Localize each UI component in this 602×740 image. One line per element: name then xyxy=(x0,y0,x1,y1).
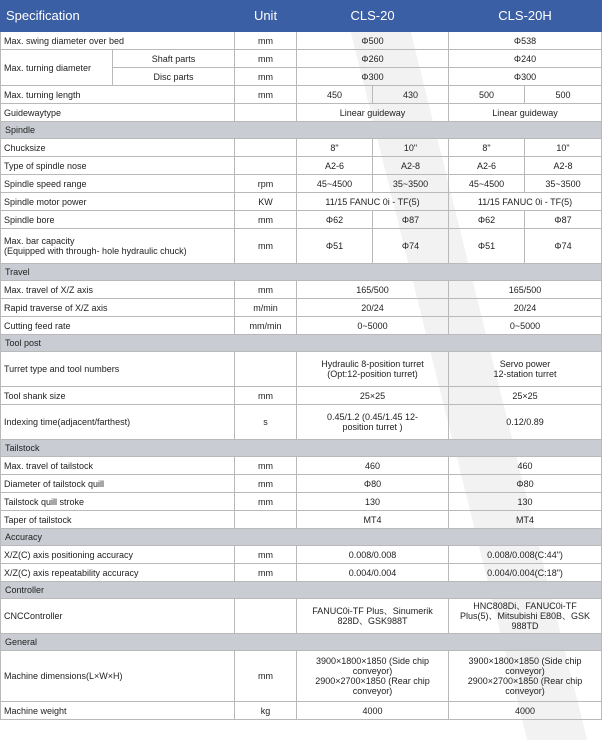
value-a: 460 xyxy=(297,457,449,475)
value-b2: A2-8 xyxy=(525,157,602,175)
value-line: 12-station turret xyxy=(493,369,557,379)
value-a xyxy=(297,352,449,387)
row-unit: s xyxy=(235,405,297,440)
value-b: Φ300 xyxy=(449,68,602,86)
row-label: CNCController xyxy=(1,599,235,634)
section-title: Tool post xyxy=(1,335,602,352)
row-unit: mm xyxy=(235,32,297,50)
section-header-spindle xyxy=(1,122,602,139)
value-line: (Opt:12-position turret) xyxy=(327,369,418,379)
row-label: Guidewaytype xyxy=(1,104,235,122)
value-b: 11/15 FANUC 0i - TF(5) xyxy=(449,193,602,211)
row-label: X/Z(C) axis repeatability accuracy xyxy=(1,564,235,582)
value-line: conveyor) xyxy=(505,666,545,676)
value-a: 165/500 xyxy=(297,281,449,299)
value-line: 828D、GSK988T xyxy=(337,616,408,626)
value-b2: 10" xyxy=(525,139,602,157)
value-a: 0.004/0.004 xyxy=(297,564,449,582)
row-label: Indexing time(adjacent/farthest) xyxy=(1,405,235,440)
value-a2: Φ74 xyxy=(373,229,449,264)
value-b: MT4 xyxy=(449,511,602,529)
row-unit: m/min xyxy=(235,299,297,317)
value-line: Plus(5)、Mitsubishi E80B、GSK xyxy=(459,611,591,621)
value-a1: 8" xyxy=(297,139,373,157)
table-row xyxy=(1,493,602,511)
row-unit: mm xyxy=(235,86,297,104)
value-b: 460 xyxy=(449,457,602,475)
value-a1: Φ62 xyxy=(297,211,373,229)
row-unit: KW xyxy=(235,193,297,211)
value-b2: Φ74 xyxy=(525,229,602,264)
section-header-travel xyxy=(1,264,602,281)
value-line: Servo power xyxy=(499,359,551,369)
value-a2: 430 xyxy=(373,86,449,104)
value-b: 130 xyxy=(449,493,602,511)
section-title: Controller xyxy=(1,582,602,599)
table-row xyxy=(1,546,602,564)
row-unit: mm xyxy=(235,50,297,68)
row-unit: rpm xyxy=(235,175,297,193)
value-b2: 500 xyxy=(525,86,602,104)
section-header-general xyxy=(1,634,602,651)
row-unit xyxy=(235,352,297,387)
value-b: 0.12/0.89 xyxy=(449,405,602,440)
row-sublabel: Disc parts xyxy=(113,68,235,86)
section-title: Tailstock xyxy=(1,440,602,457)
value-a1: 45~4500 xyxy=(297,175,373,193)
header-row xyxy=(1,1,602,32)
row-label-line: Max. bar capacity xyxy=(4,236,75,246)
value-a: 0.008/0.008 xyxy=(297,546,449,564)
row-unit xyxy=(235,104,297,122)
table-row xyxy=(1,211,602,229)
value-a: 11/15 FANUC 0i - TF(5) xyxy=(297,193,449,211)
value-line: 2900×2700×1850 (Rear chip xyxy=(467,676,583,686)
table-row xyxy=(1,299,602,317)
row-label: Spindle speed range xyxy=(1,175,235,193)
value-line: conveyor) xyxy=(352,666,393,676)
row-unit: mm xyxy=(235,387,297,405)
header-unit: Unit xyxy=(235,1,297,32)
value-a: Φ500 xyxy=(297,32,449,50)
value-b1: Φ62 xyxy=(449,211,525,229)
value-line: FANUC0i-TF Plus、Sinumerik xyxy=(312,606,433,616)
table-row xyxy=(1,317,602,335)
value-a2: A2-8 xyxy=(373,157,449,175)
value-line: HNC808Di、FANUC0i-TF xyxy=(473,601,577,611)
value-a1: Φ51 xyxy=(297,229,373,264)
value-b1: A2-6 xyxy=(449,157,525,175)
row-unit xyxy=(235,139,297,157)
row-unit: mm xyxy=(235,211,297,229)
value-a xyxy=(297,599,449,634)
row-unit: kg xyxy=(235,702,297,720)
value-line: conveyor) xyxy=(352,686,393,696)
table-row xyxy=(1,405,602,440)
value-a: Φ300 xyxy=(297,68,449,86)
row-label: Turret type and tool numbers xyxy=(1,352,235,387)
table-row xyxy=(1,457,602,475)
row-unit: mm xyxy=(235,281,297,299)
row-label: Machine dimensions(L×W×H) xyxy=(1,651,235,702)
row-label: Spindle motor power xyxy=(1,193,235,211)
value-a2: 10" xyxy=(373,139,449,157)
table-row xyxy=(1,564,602,582)
row-label: Max. travel of tailstock xyxy=(1,457,235,475)
row-label: Max. swing diameter over bed xyxy=(1,32,235,50)
section-title: Accuracy xyxy=(1,529,602,546)
row-unit: mm/min xyxy=(235,317,297,335)
row-label xyxy=(1,229,235,264)
section-title: Travel xyxy=(1,264,602,281)
value-a: Linear guideway xyxy=(297,104,449,122)
value-line: 988TD xyxy=(511,621,539,631)
row-label: Max. turning length xyxy=(1,86,235,104)
value-b1: 500 xyxy=(449,86,525,104)
table-row xyxy=(1,139,602,157)
table-row xyxy=(1,651,602,702)
row-label: Max. turning diameter xyxy=(1,50,113,86)
row-unit xyxy=(235,599,297,634)
value-b2: 35~3500 xyxy=(525,175,602,193)
row-unit: mm xyxy=(235,651,297,702)
value-line: Hydraulic 8-position turret xyxy=(321,359,424,369)
row-unit: mm xyxy=(235,475,297,493)
value-a: 25×25 xyxy=(297,387,449,405)
row-label: Rapid traverse of X/Z axis xyxy=(1,299,235,317)
value-a: 20/24 xyxy=(297,299,449,317)
header-model-a: CLS-20 xyxy=(297,1,449,32)
value-a: 4000 xyxy=(297,702,449,720)
row-unit xyxy=(235,157,297,175)
value-b2: Φ87 xyxy=(525,211,602,229)
value-line: position turret ) xyxy=(342,422,403,432)
row-label: Diameter of tailstock quill xyxy=(1,475,235,493)
table-row xyxy=(1,511,602,529)
value-b: 165/500 xyxy=(449,281,602,299)
table-row xyxy=(1,475,602,493)
row-unit: mm xyxy=(235,546,297,564)
header-specification: Specification xyxy=(1,1,235,32)
table-row xyxy=(1,599,602,634)
value-b: Φ80 xyxy=(449,475,602,493)
row-label: X/Z(C) axis positioning accuracy xyxy=(1,546,235,564)
row-label: Type of spindle nose xyxy=(1,157,235,175)
section-header-controller xyxy=(1,582,602,599)
row-label: Machine weight xyxy=(1,702,235,720)
value-line: 2900×2700×1850 (Rear chip xyxy=(315,676,430,686)
value-line: 3900×1800×1850 (Side chip xyxy=(315,656,430,666)
table-row xyxy=(1,50,602,68)
row-label: Max. travel of X/Z axis xyxy=(1,281,235,299)
table-row xyxy=(1,32,602,50)
section-title: Spindle xyxy=(1,122,602,139)
table-row xyxy=(1,702,602,720)
value-a: 130 xyxy=(297,493,449,511)
value-b: 20/24 xyxy=(449,299,602,317)
table-row xyxy=(1,281,602,299)
value-b1: Φ51 xyxy=(449,229,525,264)
table-row xyxy=(1,229,602,264)
value-b: 0.004/0.004(C:18") xyxy=(449,564,602,582)
row-unit: mm xyxy=(235,68,297,86)
value-b: 25×25 xyxy=(449,387,602,405)
row-unit: mm xyxy=(235,564,297,582)
section-header-tool-post xyxy=(1,335,602,352)
table-row xyxy=(1,86,602,104)
value-b: 0~5000 xyxy=(449,317,602,335)
value-b: Linear guideway xyxy=(449,104,602,122)
row-label-line: (Equipped with through- hole hydraulic chuck) xyxy=(4,246,187,256)
row-unit: mm xyxy=(235,229,297,264)
row-unit xyxy=(235,511,297,529)
table-row xyxy=(1,193,602,211)
table-row xyxy=(1,352,602,387)
section-title: General xyxy=(1,634,602,651)
section-header-accuracy xyxy=(1,529,602,546)
row-label: Taper of tailstock xyxy=(1,511,235,529)
row-sublabel: Shaft parts xyxy=(113,50,235,68)
value-b: 0.008/0.008(C:44") xyxy=(449,546,602,564)
value-a: Φ260 xyxy=(297,50,449,68)
row-unit: mm xyxy=(235,493,297,511)
value-a: Φ80 xyxy=(297,475,449,493)
value-b xyxy=(449,352,602,387)
value-b xyxy=(449,651,602,702)
row-label: Tool shank size xyxy=(1,387,235,405)
value-b xyxy=(449,599,602,634)
value-b1: 8" xyxy=(449,139,525,157)
value-a: 0~5000 xyxy=(297,317,449,335)
value-a1: A2-6 xyxy=(297,157,373,175)
value-b1: 45~4500 xyxy=(449,175,525,193)
value-line: 3900×1800×1850 (Side chip xyxy=(468,656,582,666)
value-b: 4000 xyxy=(449,702,602,720)
value-a: MT4 xyxy=(297,511,449,529)
value-line: 0.45/1.2 (0.45/1.45 12- xyxy=(326,412,419,422)
row-label: Tailstock quill stroke xyxy=(1,493,235,511)
value-line: conveyor) xyxy=(505,686,545,696)
value-a2: 35~3500 xyxy=(373,175,449,193)
table-row xyxy=(1,175,602,193)
header-model-b: CLS-20H xyxy=(449,1,602,32)
table-row xyxy=(1,157,602,175)
row-unit: mm xyxy=(235,457,297,475)
value-a xyxy=(297,405,449,440)
value-a1: 450 xyxy=(297,86,373,104)
table-row xyxy=(1,387,602,405)
value-a xyxy=(297,651,449,702)
row-label: Spindle bore xyxy=(1,211,235,229)
value-b: Φ538 xyxy=(449,32,602,50)
table-row xyxy=(1,104,602,122)
row-label: Chucksize xyxy=(1,139,235,157)
value-a2: Φ87 xyxy=(373,211,449,229)
section-header-tailstock xyxy=(1,440,602,457)
row-label: Cutting feed rate xyxy=(1,317,235,335)
value-b: Φ240 xyxy=(449,50,602,68)
